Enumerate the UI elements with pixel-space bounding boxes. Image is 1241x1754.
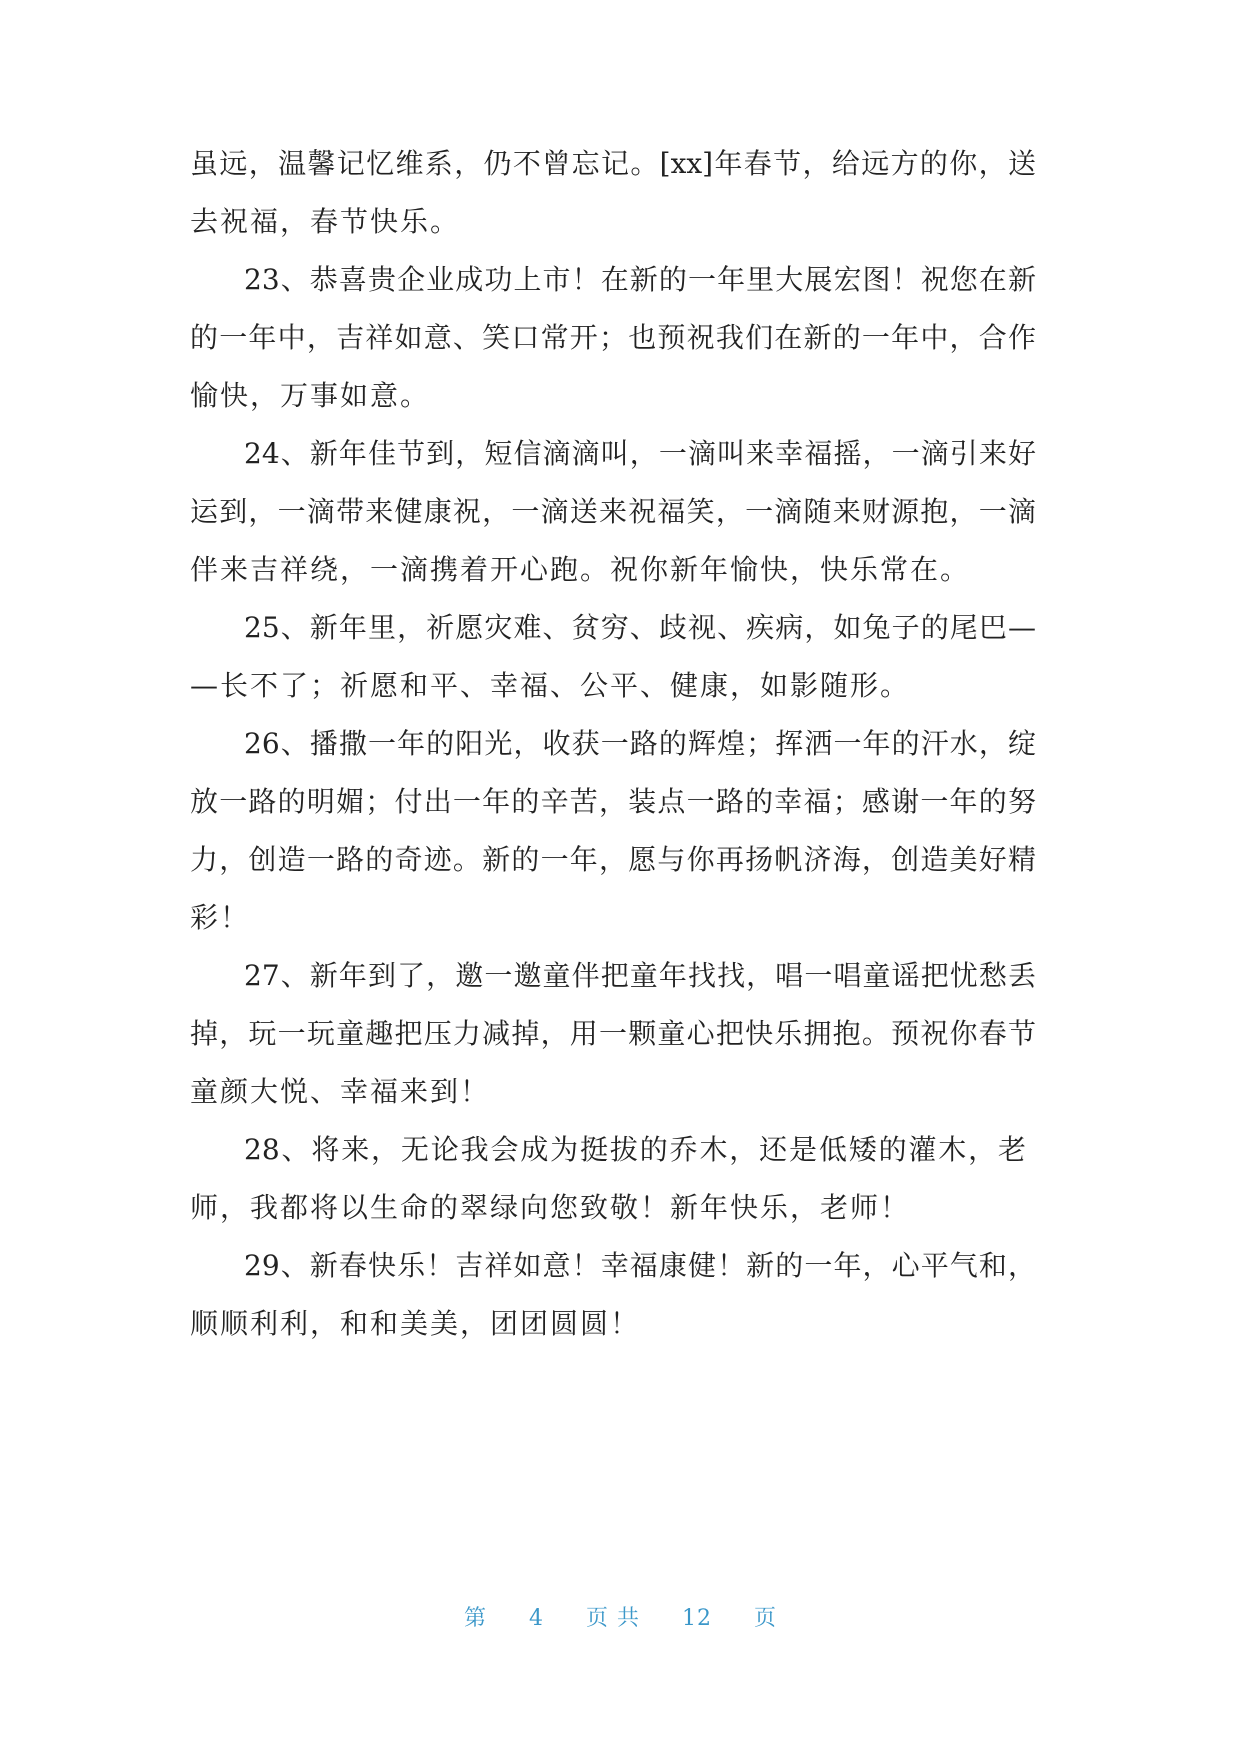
text-line: 虽远，温馨记忆维系，仍不曾忘记。[xx]年春节，给远方的你，送	[190, 147, 1036, 180]
text-line: 师，我都将以生命的翠绿向您致敬！新年快乐，老师！	[190, 1191, 911, 1224]
footer-middle: 页 共	[586, 1606, 640, 1631]
text-line: 26、播撒一年的阳光，收获一路的辉煌；挥洒一年的汗水，绽	[244, 727, 1036, 760]
text-line: 愉快，万事如意。	[190, 379, 431, 412]
text-line: 23、恭喜贵企业成功上市！在新的一年里大展宏图！祝您在新	[244, 263, 1036, 296]
text-line: 的一年中，吉祥如意、笑口常开；也预祝我们在新的一年中，合作	[190, 321, 1036, 354]
text-line: 24、新年佳节到，短信滴滴叫，一滴叫来幸福摇，一滴引来好	[244, 437, 1036, 470]
footer-current-page: 4	[529, 1606, 544, 1631]
text-line: 25、新年里，祈愿灾难、贫穷、歧视、疾病，如兔子的尾巴—	[244, 611, 1036, 644]
text-line: 彩！	[190, 901, 251, 934]
text-line: 27、新年到了，邀一邀童伴把童年找找，唱一唱童谣把忧愁丢	[244, 959, 1036, 992]
text-line: 童颜大悦、幸福来到！	[190, 1075, 491, 1108]
text-line: 顺顺利利，和和美美，团团圆圆！	[190, 1307, 641, 1340]
text-line: 放一路的明媚；付出一年的辛苦，装点一路的幸福；感谢一年的努	[190, 785, 1036, 818]
text-line: 28、将来，无论我会成为挺拔的乔木，还是低矮的灌木，老	[244, 1133, 1026, 1166]
text-line: 掉，玩一玩童趣把压力减掉，用一颗童心把快乐拥抱。预祝你春节	[190, 1017, 1036, 1050]
text-line: 伴来吉祥绕，一滴携着开心跑。祝你新年愉快，快乐常在。	[190, 553, 971, 586]
text-line: 29、新春快乐！吉祥如意！幸福康健！新的一年，心平气和，	[244, 1249, 1036, 1282]
text-line: —长不了；祈愿和平、幸福、公平、健康，如影随形。	[190, 669, 911, 702]
text-line: 去祝福，春节快乐。	[190, 205, 461, 238]
footer-suffix: 页	[754, 1606, 778, 1631]
text-line: 运到，一滴带来健康祝，一滴送来祝福笑，一滴随来财源抱，一滴	[190, 495, 1036, 528]
footer-prefix: 第	[463, 1606, 487, 1631]
text-line: 力，创造一路的奇迹。新的一年，愿与你再扬帆济海，创造美好精	[190, 843, 1036, 876]
footer-total-pages: 12	[682, 1606, 712, 1631]
page-footer	[0, 1604, 1241, 1634]
